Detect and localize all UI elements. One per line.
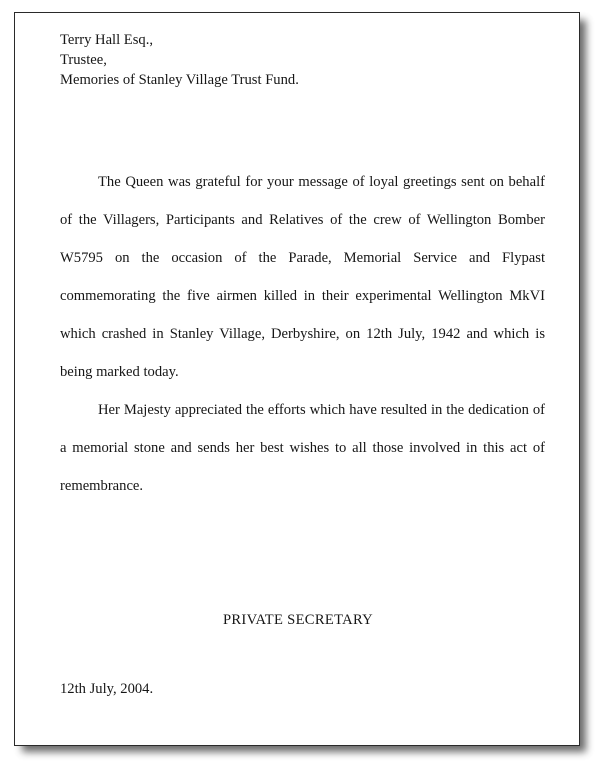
letter-paragraph-1: The Queen was grateful for your message of loyal greetings sent on behalf of the Villagers, Participants and Relatives of the crew of Wellington Bomber W5795 on the occasion of the Parade, Memorial Service and Flypast commemorating the five airmen killed in their experimental Wellington MkVI which crashed in Stanley Village, Derbyshire, on 12th July, 1942 and which is being marked today. xyxy=(60,174,545,380)
letter-date: 12th July, 2004. xyxy=(60,681,154,697)
recipient-address xyxy=(60,30,299,90)
letter-page xyxy=(14,12,580,746)
letter-paragraph-2: Her Majesty appreciated the efforts which have resulted in the dedication of a memorial stone and sends her best wishes to all those involved in this act of remembrance. xyxy=(60,402,545,494)
recipient-position: Trustee, xyxy=(60,52,107,68)
signatory-title: PRIVATE SECRETARY xyxy=(222,612,374,628)
recipient-name: Terry Hall Esq., xyxy=(60,32,153,48)
recipient-organisation: Memories of Stanley Village Trust Fund. xyxy=(60,72,299,88)
